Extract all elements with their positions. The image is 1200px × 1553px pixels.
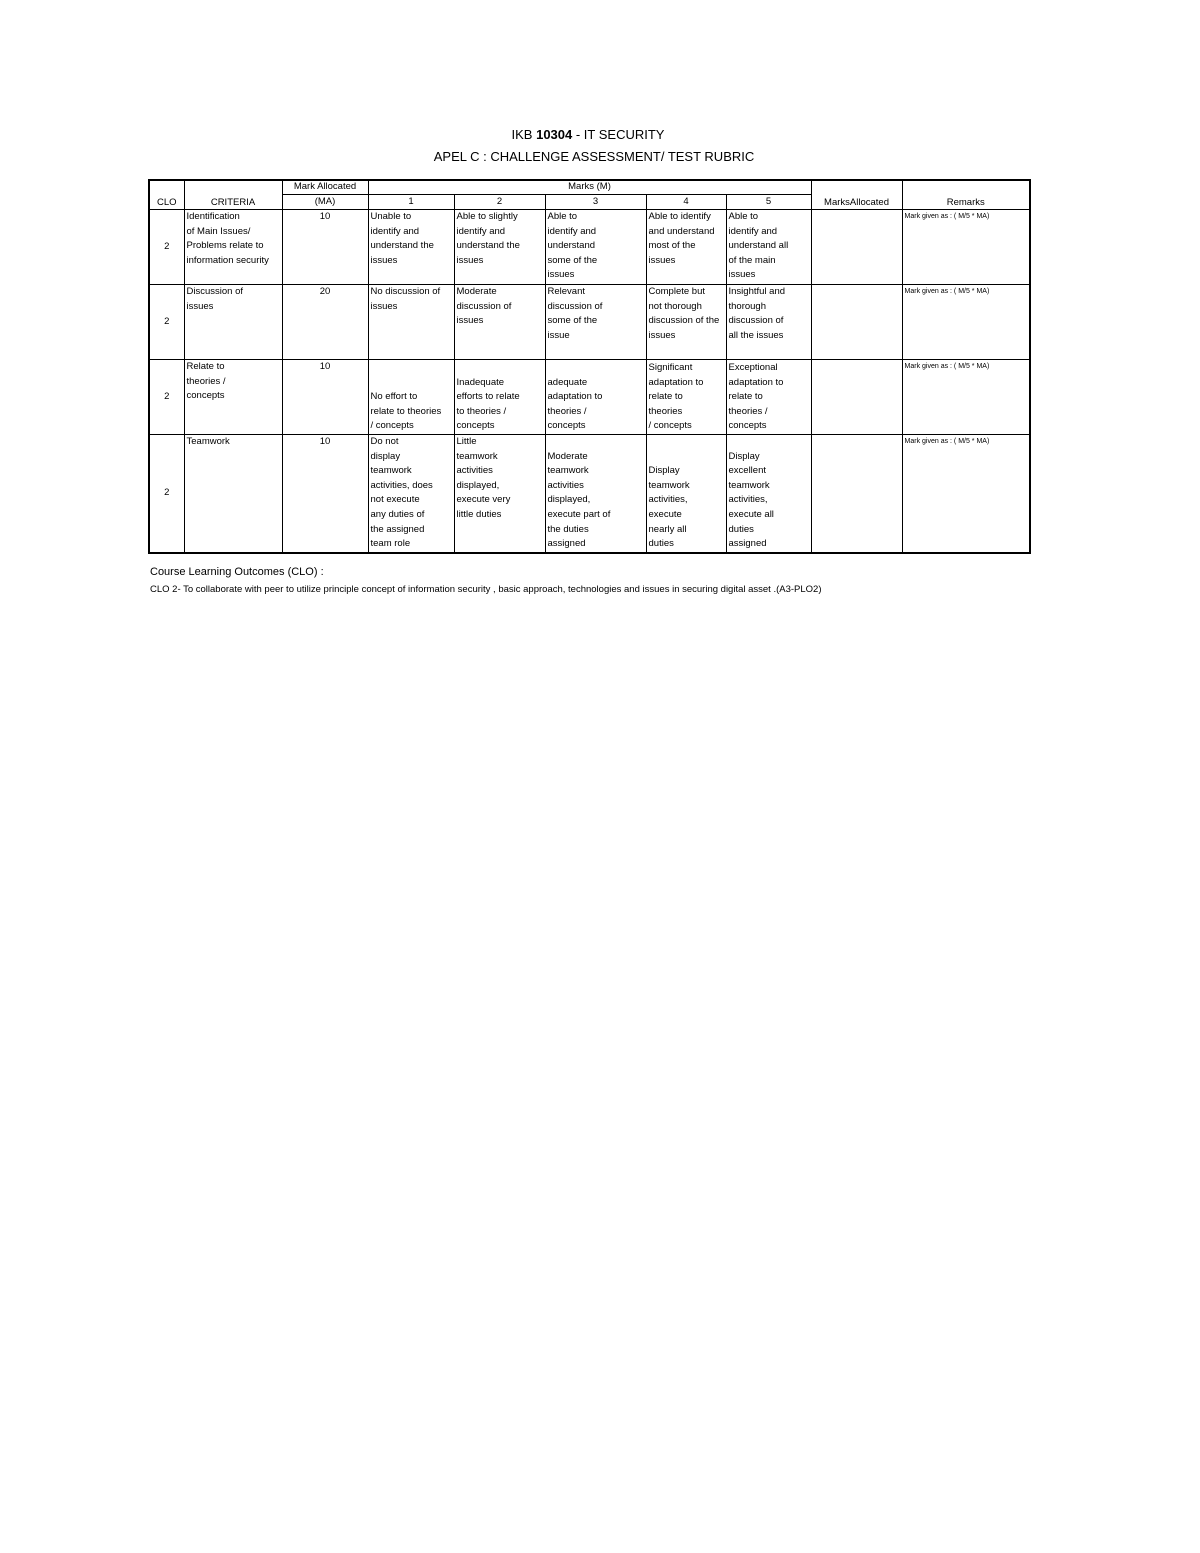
header-marks-allocated: MarksAllocated — [811, 180, 902, 210]
row-clo: 2 — [149, 285, 184, 360]
row-level-5: Exceptional adaptation to relate to theories / concepts — [726, 360, 811, 435]
row-remark: Mark given as : ( M/5 * MA) — [902, 210, 1030, 285]
header-clo: CLO — [149, 180, 184, 210]
row-criteria: Relate to theories / concepts — [184, 360, 282, 435]
row-level-5: Insightful and thorough discussion of all the issues — [726, 285, 811, 360]
header-marks: Marks (M) — [368, 180, 811, 195]
header-row-1 — [149, 180, 1030, 195]
header-level-2: 2 — [454, 195, 545, 210]
row-clo: 2 — [149, 210, 184, 285]
header-level-4: 4 — [646, 195, 726, 210]
table-row — [149, 285, 1030, 360]
header-remarks: Remarks — [902, 180, 1030, 210]
row-level-2: Inadequate efforts to relate to theories / concepts — [454, 360, 545, 435]
row-level-5: Able to identify and understand all of the main issues — [726, 210, 811, 285]
table-row — [149, 360, 1030, 435]
header-criteria: CRITERIA — [184, 180, 282, 210]
row-level-1: No effort to relate to theories / concepts — [368, 360, 454, 435]
row-level-1: Do not display teamwork activities, does not execute any duties of the assigned team role — [368, 435, 454, 553]
row-level-3: Able to identify and understand some of the issues — [545, 210, 646, 285]
document-title — [0, 124, 1188, 146]
title-suffix: - IT SECURITY — [572, 127, 665, 142]
row-remark: Mark given as : ( M/5 * MA) — [902, 360, 1030, 435]
row-clo: 2 — [149, 435, 184, 553]
row-clo: 2 — [149, 360, 184, 435]
row-marks-allocated-cell[interactable] — [811, 285, 902, 360]
row-level-4: Complete but not thorough discussion of the issues — [646, 285, 726, 360]
row-level-5: Display excellent teamwork activities, execute all duties assigned — [726, 435, 811, 553]
rubric-table — [148, 179, 1031, 554]
row-remark: Mark given as : ( M/5 * MA) — [902, 435, 1030, 553]
row-level-3: Moderate teamwork activities displayed, execute part of the duties assigned — [545, 435, 646, 553]
header-level-3: 3 — [545, 195, 646, 210]
document-title-block — [0, 124, 1200, 168]
table-row — [149, 435, 1030, 553]
row-level-1: No discussion of issues — [368, 285, 454, 360]
row-level-4: Significant adaptation to relate to theories / concepts — [646, 360, 726, 435]
row-level-3: Relevant discussion of some of the issue — [545, 285, 646, 360]
row-criteria: Identification of Main Issues/ Problems relate to information security — [184, 210, 282, 285]
clo-heading: Course Learning Outcomes (CLO) : — [150, 566, 324, 578]
row-mark-allocated: 10 — [282, 360, 368, 435]
header-ma: (MA) — [282, 195, 368, 210]
header-level-1: 1 — [368, 195, 454, 210]
row-criteria: Discussion of issues — [184, 285, 282, 360]
row-mark-allocated: 10 — [282, 435, 368, 553]
row-level-4: Able to identify and understand most of the issues — [646, 210, 726, 285]
row-criteria: Teamwork — [184, 435, 282, 553]
row-level-2: Little teamwork activities displayed, execute very little duties — [454, 435, 545, 553]
row-level-1: Unable to identify and understand the issues — [368, 210, 454, 285]
row-marks-allocated-cell[interactable] — [811, 360, 902, 435]
clo-2-description: CLO 2- To collaborate with peer to utilize principle concept of information security , basic approach, technologies and issues in securing digital asset .(A3-PLO2) — [150, 584, 822, 595]
title-prefix: IKB — [511, 127, 537, 142]
document-subtitle: APEL C : CHALLENGE ASSESSMENT/ TEST RUBRIC — [433, 149, 755, 164]
row-level-2: Able to slightly identify and understand the issues — [454, 210, 545, 285]
table-row — [149, 210, 1030, 285]
row-marks-allocated-cell[interactable] — [811, 210, 902, 285]
course-code: 10304 — [536, 127, 573, 142]
row-level-2: Moderate discussion of issues — [454, 285, 545, 360]
row-remark: Mark given as : ( M/5 * MA) — [902, 285, 1030, 360]
row-mark-allocated: 10 — [282, 210, 368, 285]
row-level-3: adequate adaptation to theories / concepts — [545, 360, 646, 435]
header-mark-allocated: Mark Allocated — [282, 180, 368, 195]
header-level-5: 5 — [726, 195, 811, 210]
row-marks-allocated-cell[interactable] — [811, 435, 902, 553]
row-level-4: Display teamwork activities, execute nearly all duties — [646, 435, 726, 553]
clo-footnote — [150, 565, 822, 597]
row-mark-allocated: 20 — [282, 285, 368, 360]
